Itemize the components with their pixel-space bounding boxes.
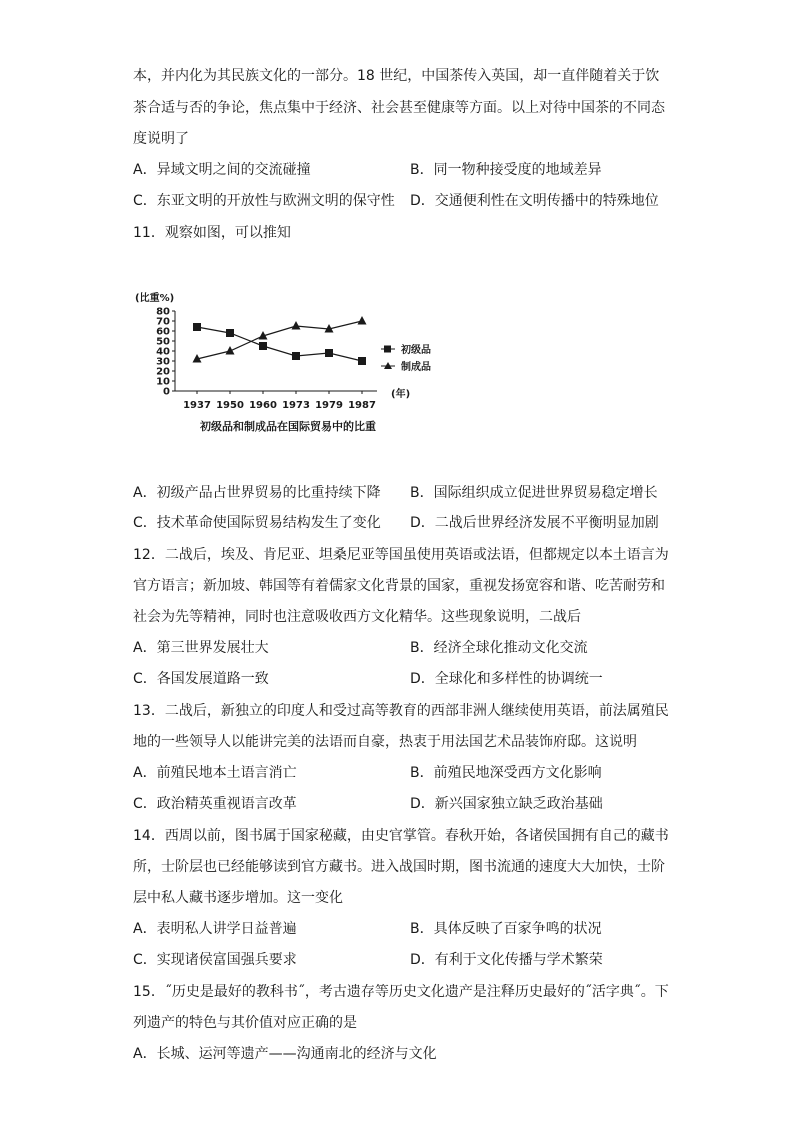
y-tick-label: 70 <box>156 316 170 328</box>
q13-option-c: C．政治精英重视语言改革 <box>133 796 297 812</box>
q12-option-b: B．经济全球化推动文化交流 <box>410 640 588 656</box>
data-point-primary <box>292 352 300 360</box>
q12-option-a: A．第三世界发展壮大 <box>133 640 269 656</box>
series-line-primary <box>197 327 362 361</box>
data-point-manufactured <box>358 316 367 325</box>
data-point-manufactured <box>226 346 235 355</box>
data-point-manufactured <box>292 321 301 330</box>
q11-option-a: A．初级产品占世界贸易的比重持续下降 <box>133 485 381 501</box>
q10-option-a: A．异域文明之间的交流碰撞 <box>133 162 311 178</box>
y-tick-label: 60 <box>156 326 170 338</box>
x-tick-label: 1987 <box>348 400 376 411</box>
q13-option-b: B．前殖民地深受西方文化影响 <box>410 765 602 781</box>
q14-stem-line-3: 层中私人藏书逐步增加。这一变化 <box>133 890 343 906</box>
x-tick-label: 1937 <box>183 400 211 411</box>
q14-option-a: A．表明私人讲学日益普遍 <box>133 921 297 937</box>
y-tick-label: 50 <box>156 336 170 348</box>
q14-option-c: C．实现诸侯富国强兵要求 <box>133 952 297 968</box>
q10-option-c: C．东亚文明的开放性与欧洲文明的保守性 <box>133 193 395 209</box>
q10-stem-line-2: 茶合适与否的争论，焦点集中于经济、社会甚至健康等方面。以上对待中国茶的不同态 <box>133 100 665 116</box>
y-tick-label: 20 <box>156 366 170 378</box>
q11-option-b: B．国际组织成立促进世界贸易稳定增长 <box>410 485 658 501</box>
series-line-manufactured <box>197 321 362 359</box>
q12-option-d: D．全球化和多样性的协调统一 <box>410 671 603 687</box>
q11-stem: 11．观察如图，可以推知 <box>133 225 291 241</box>
q14-stem-line-1: 14．西周以前，图书属于国家秘藏，由史官掌管。春秋开始，各诸侯国拥有自己的藏书 <box>133 828 669 844</box>
q12-stem-line-1: 12．二战后，埃及、肯尼亚、坦桑尼亚等国虽使用英语或法语，但都规定以本土语言为 <box>133 547 669 563</box>
q13-option-d: D．新兴国家独立缺乏政治基础 <box>410 796 603 812</box>
chart-ylabel: (比重%) <box>135 293 175 304</box>
q13-stem-line-2: 地的一些领导人以能讲完美的法语而自豪，热衷于用法国艺术品装饰府邸。这说明 <box>133 734 637 750</box>
y-tick-label: 30 <box>156 356 170 368</box>
x-tick-label: 1950 <box>216 400 244 411</box>
q15-stem-line-1: 15．˝历史是最好的教科书˝，考古遗存等历史文化遗产是注释历史最好的˝活字典˝。下 <box>133 984 669 1000</box>
q10-stem-line-1: 本，并内化为其民族文化的一部分。18 世纪，中国茶传入英国，却一直伴随着关于饮 <box>133 68 660 84</box>
data-point-primary <box>226 329 234 337</box>
legend-label-primary: 初级品 <box>401 345 431 356</box>
data-point-primary <box>193 323 201 331</box>
y-tick-label: 0 <box>163 386 170 398</box>
q15-option-a: A．长城、运河等遗产——沟通南北的经济与文化 <box>133 1046 437 1062</box>
q13-option-a: A．前殖民地本土语言消亡 <box>133 765 297 781</box>
data-point-primary <box>325 349 333 357</box>
data-point-primary <box>259 342 267 350</box>
q12-stem-line-3: 社会为先等精神，同时也注意吸收西方文化精华。这些现象说明，二战后 <box>133 609 581 625</box>
q14-stem-line-2: 所，士阶层也已经能够读到官方藏书。进入战国时期，图书流通的速度大大加快，士阶 <box>133 859 665 875</box>
legend-label-manufactured: 制成品 <box>401 362 431 373</box>
q14-option-d: D．有利于文化传播与学术繁荣 <box>410 952 603 968</box>
q15-stem-line-2: 列遗产的特色与其价值对应正确的是 <box>133 1015 357 1031</box>
y-tick-label: 80 <box>156 306 170 318</box>
x-tick-label: 1979 <box>315 400 343 411</box>
chart-title: 初级品和制成品在国际贸易中的比重 <box>200 420 376 433</box>
trade-share-chart <box>125 285 431 435</box>
q11-option-d: D．二战后世界经济发展不平衡明显加剧 <box>410 515 659 531</box>
data-point-primary <box>358 357 366 365</box>
q14-option-b: B．具体反映了百家争鸣的状况 <box>410 921 602 937</box>
y-tick-label: 40 <box>156 346 170 358</box>
x-tick-label: 1960 <box>249 400 277 411</box>
q12-option-c: C．各国发展道路一致 <box>133 671 269 687</box>
q11-option-c: C．技术革命使国际贸易结构发生了变化 <box>133 515 381 531</box>
legend-marker-primary <box>384 346 391 353</box>
q10-stem-line-3: 度说明了 <box>133 131 189 147</box>
q10-option-b: B．同一物种接受度的地域差异 <box>410 162 602 178</box>
q12-stem-line-2: 官方语言；新加坡、韩国等有着儒家文化背景的国家，重视发扬宽容和谐、吃苦耐劳和 <box>133 578 665 594</box>
q10-option-d: D．交通便利性在文明传播中的特殊地位 <box>410 193 659 209</box>
y-tick-label: 10 <box>156 376 170 388</box>
chart-xlabel: (年) <box>391 389 411 400</box>
x-tick-label: 1973 <box>282 400 310 411</box>
q13-stem-line-1: 13．二战后，新独立的印度人和受过高等教育的西部非洲人继续使用英语，前法属殖民 <box>133 703 669 719</box>
